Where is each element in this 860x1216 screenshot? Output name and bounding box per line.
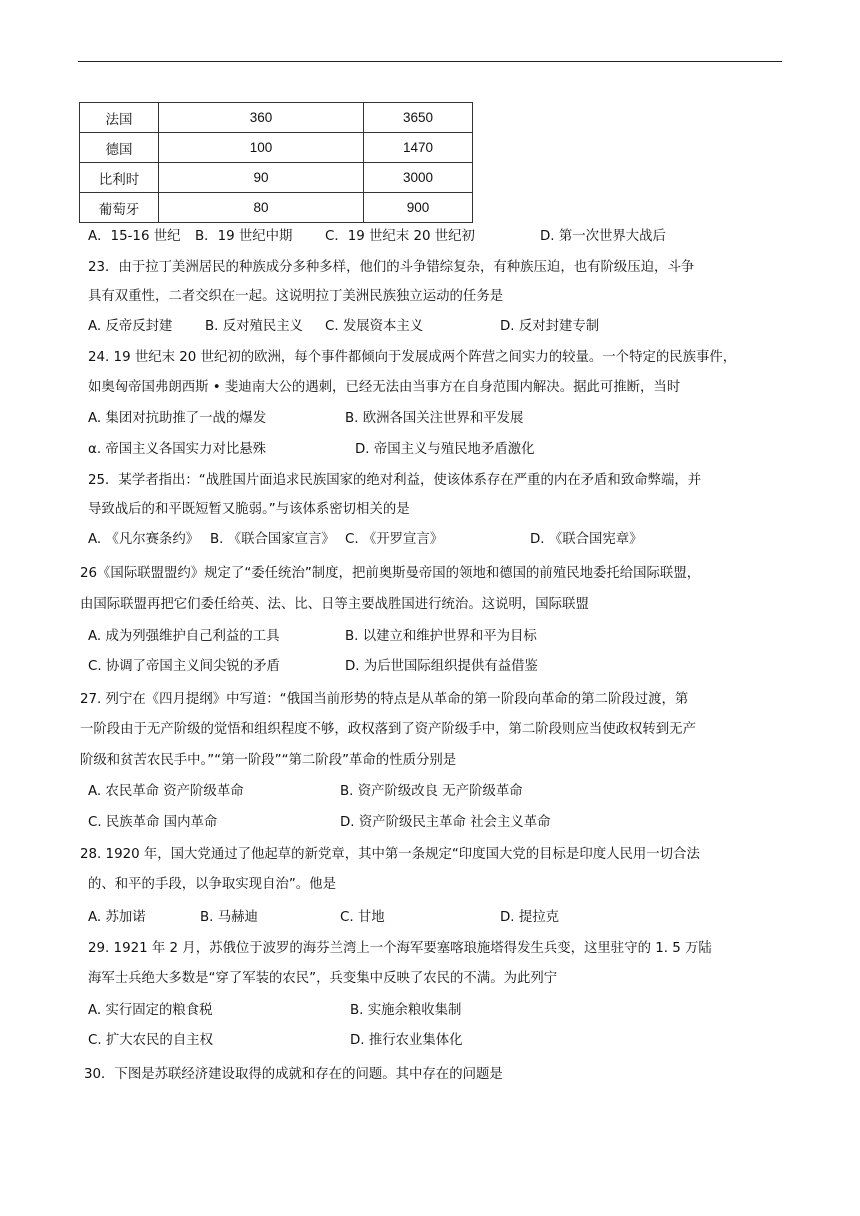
q23-option-c: C. 发展资本主义 — [325, 319, 424, 334]
q22-option-c: C．19 世纪末 20 世纪初 — [325, 229, 475, 244]
q27-option-b: B. 资产阶级改良 无产阶级革命 — [340, 784, 523, 799]
q24-stem-line-1: 24. 19 世纪末 20 世纪初的欧洲，每个事件都倾向于发展成两个阵营之间实力的较量。一个特定的民族事件， — [88, 350, 737, 365]
q26-option-a: A. 成为列强维护自己利益的工具 — [88, 629, 280, 644]
q23-option-b: B. 反对殖民主义 — [205, 319, 304, 334]
q27-stem-line-1: 27. 列宁在《四月提纲》中写道：“俄国当前形势的特点是从革命的第一阶段向革命的第二阶段过渡，第 — [80, 692, 689, 707]
table-cell: 3000 — [364, 163, 473, 193]
q26-stem-line-1: 26《国际联盟盟约》规定了“委任统治”制度，把前奥斯曼帝国的领地和德国的前殖民地委托给国际联盟， — [80, 566, 701, 581]
q29-option-a: A. 实行固定的粮食税 — [88, 1003, 213, 1018]
q24-option-b: B. 欧洲各国关注世界和平发展 — [345, 411, 524, 426]
q25-option-c: C. 《开罗宣言》 — [345, 532, 444, 547]
header-rule — [78, 61, 782, 62]
q25-option-d: D. 《联合国宪章》 — [530, 532, 643, 547]
table-cell: 100 — [159, 133, 364, 163]
data-table — [79, 102, 473, 223]
q28-option-b: B. 马赫迪 — [200, 910, 258, 925]
q25-stem-line-2: 导致战后的和平既短暂又脆弱。”与该体系密切相关的是 — [88, 502, 410, 517]
q23-option-d: D. 反对封建专制 — [500, 319, 600, 334]
table-cell: 3650 — [364, 103, 473, 133]
q23-option-a: A. 反帝反封建 — [88, 319, 173, 334]
q22-option-b: B．19 世纪中期 — [195, 229, 293, 244]
q29-option-c: C. 扩大农民的自主权 — [88, 1033, 213, 1048]
q28-stem-line-1: 28. 1920 年，国大党通过了他起草的新党章，其中第一条规定“印度国大党的目标是印度人民用一切合法 — [80, 847, 700, 862]
table-cell: 葡萄牙 — [80, 193, 159, 223]
table-cell: 900 — [364, 193, 473, 223]
table-row — [80, 133, 473, 163]
q28-option-c: C. 甘地 — [340, 910, 385, 925]
q24-option-d: D. 帝国主义与殖民地矛盾激化 — [355, 442, 535, 457]
q26-option-d: D. 为后世国际组织提供有益借鉴 — [345, 659, 538, 674]
q27-stem-line-2: 一阶段由于无产阶级的觉悟和组织程度不够，政权落到了资产阶级手中，第二阶段则应当使政权转到无产 — [80, 722, 696, 737]
q28-stem-line-2: 的、和平的手段，以争取实现自治”。他是 — [88, 877, 336, 892]
q29-option-d: D. 推行农业集体化 — [350, 1033, 463, 1048]
table-row — [80, 163, 473, 193]
q23-stem-line-1: 23．由于拉丁美洲居民的种族成分多种多样，他们的斗争错综复杂，有种族压迫，也有阶级压迫，斗争 — [88, 260, 695, 275]
q25-stem-line-1: 25．某学者指出：“战胜国片面追求民族国家的绝对利益，使该体系存在严重的内在矛盾和致命弊端，并 — [88, 473, 702, 488]
table-cell: 90 — [159, 163, 364, 193]
q27-stem-line-3: 阶级和贫苦农民手中。”“第一阶段”“第二阶段”革命的性质分别是 — [80, 753, 457, 768]
q29-stem-line-2: 海军士兵绝大多数是“穿了军装的农民”，兵变集中反映了农民的不满。为此列宁 — [88, 971, 558, 986]
q28-option-d: D. 提拉克 — [500, 910, 559, 925]
q25-option-a: A. 《凡尔赛条约》 — [88, 532, 200, 547]
table-cell: 80 — [159, 193, 364, 223]
table-row — [80, 103, 473, 133]
q28-option-a: A. 苏加诺 — [88, 910, 146, 925]
q24-stem-line-2: 如奥匈帝国弗朗西斯 • 斐迪南大公的遇刺，已经无法由当事方在自身范围内解决。据此可推断，当时 — [88, 380, 681, 395]
q25-option-b: B. 《联合国家宣言》 — [210, 532, 335, 547]
q26-option-c: C. 协调了帝国主义间尖锐的矛盾 — [88, 659, 280, 674]
table-row — [80, 193, 473, 223]
table-cell: 德国 — [80, 133, 159, 163]
q24-option-a: A. 集团对抗助推了一战的爆发 — [88, 411, 267, 426]
table-cell: 360 — [159, 103, 364, 133]
table-cell: 法国 — [80, 103, 159, 133]
table-cell: 比利时 — [80, 163, 159, 193]
q30-stem-line-1: 30．下图是苏联经济建设取得的成就和存在的问题。其中存在的问题是 — [84, 1067, 503, 1082]
q26-option-b: B. 以建立和维护世界和平为目标 — [345, 629, 537, 644]
table-cell: 1470 — [364, 133, 473, 163]
q24-option-c: α. 帝国主义各国实力对比悬殊 — [88, 442, 267, 457]
q26-stem-line-2: 由国际联盟再把它们委任给英、法、比、日等主要战胜国进行统治。这说明，国际联盟 — [80, 597, 589, 612]
q27-option-d: D. 资产阶级民主革命 社会主义革命 — [340, 815, 551, 830]
q22-option-d: D. 第一次世界大战后 — [540, 229, 666, 244]
q29-stem-line-1: 29. 1921 年 2 月，苏俄位于波罗的海芬兰湾上一个海军要塞喀琅施塔得发生兵变，这里驻守的 1. 5 万陆 — [88, 941, 712, 956]
q22-option-a: A．15-16 世纪 — [88, 229, 181, 244]
q23-stem-line-2: 具有双重性，二者交织在一起。这说明拉丁美洲民族独立运动的任务是 — [88, 289, 504, 304]
q27-option-c: C. 民族革命 国内革命 — [88, 815, 218, 830]
q29-option-b: B. 实施余粮收集制 — [350, 1003, 462, 1018]
q27-option-a: A. 农民革命 资产阶级革命 — [88, 784, 244, 799]
